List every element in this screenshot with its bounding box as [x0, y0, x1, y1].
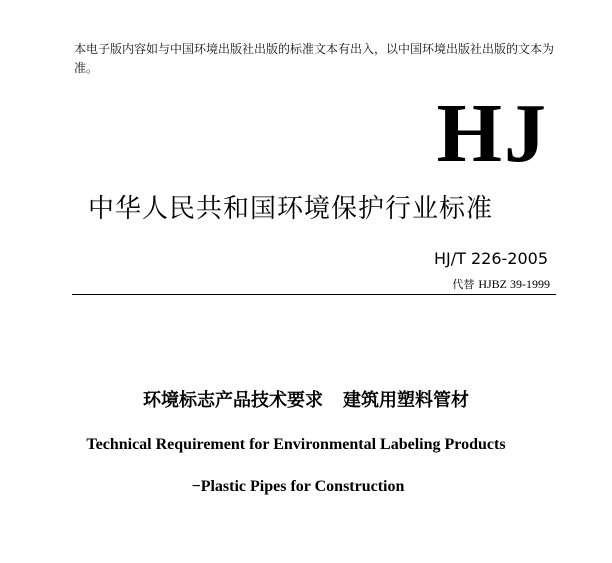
replaced-standard-code: HJBZ 39-1999: [478, 277, 550, 291]
header-divider: [72, 294, 556, 295]
document-title-chinese-part1: 环境标志产品技术要求: [143, 390, 323, 411]
standard-number: HJ/T 226-2005: [433, 249, 548, 268]
document-title-chinese: [0, 388, 612, 414]
replaces-note: [452, 276, 550, 293]
document-title-english-line1: Technical Requirement for Environmental Labeling Products: [86, 436, 506, 453]
document-title-english-line2: −Plastic Pipes for Construction: [191, 478, 405, 495]
standard-mark: HJ: [436, 87, 548, 180]
document-title-chinese-part2: 建筑用塑料管材: [343, 390, 469, 411]
disclaimer-notice: 本电子版内容如与中国环境出版社出版的标准文本有出入，以中国环境出版社出版的文本为准。: [74, 42, 555, 75]
standard-category-title: 中华人民共和国环境保护行业标准: [88, 194, 494, 224]
replaces-label: 代替: [452, 278, 475, 291]
